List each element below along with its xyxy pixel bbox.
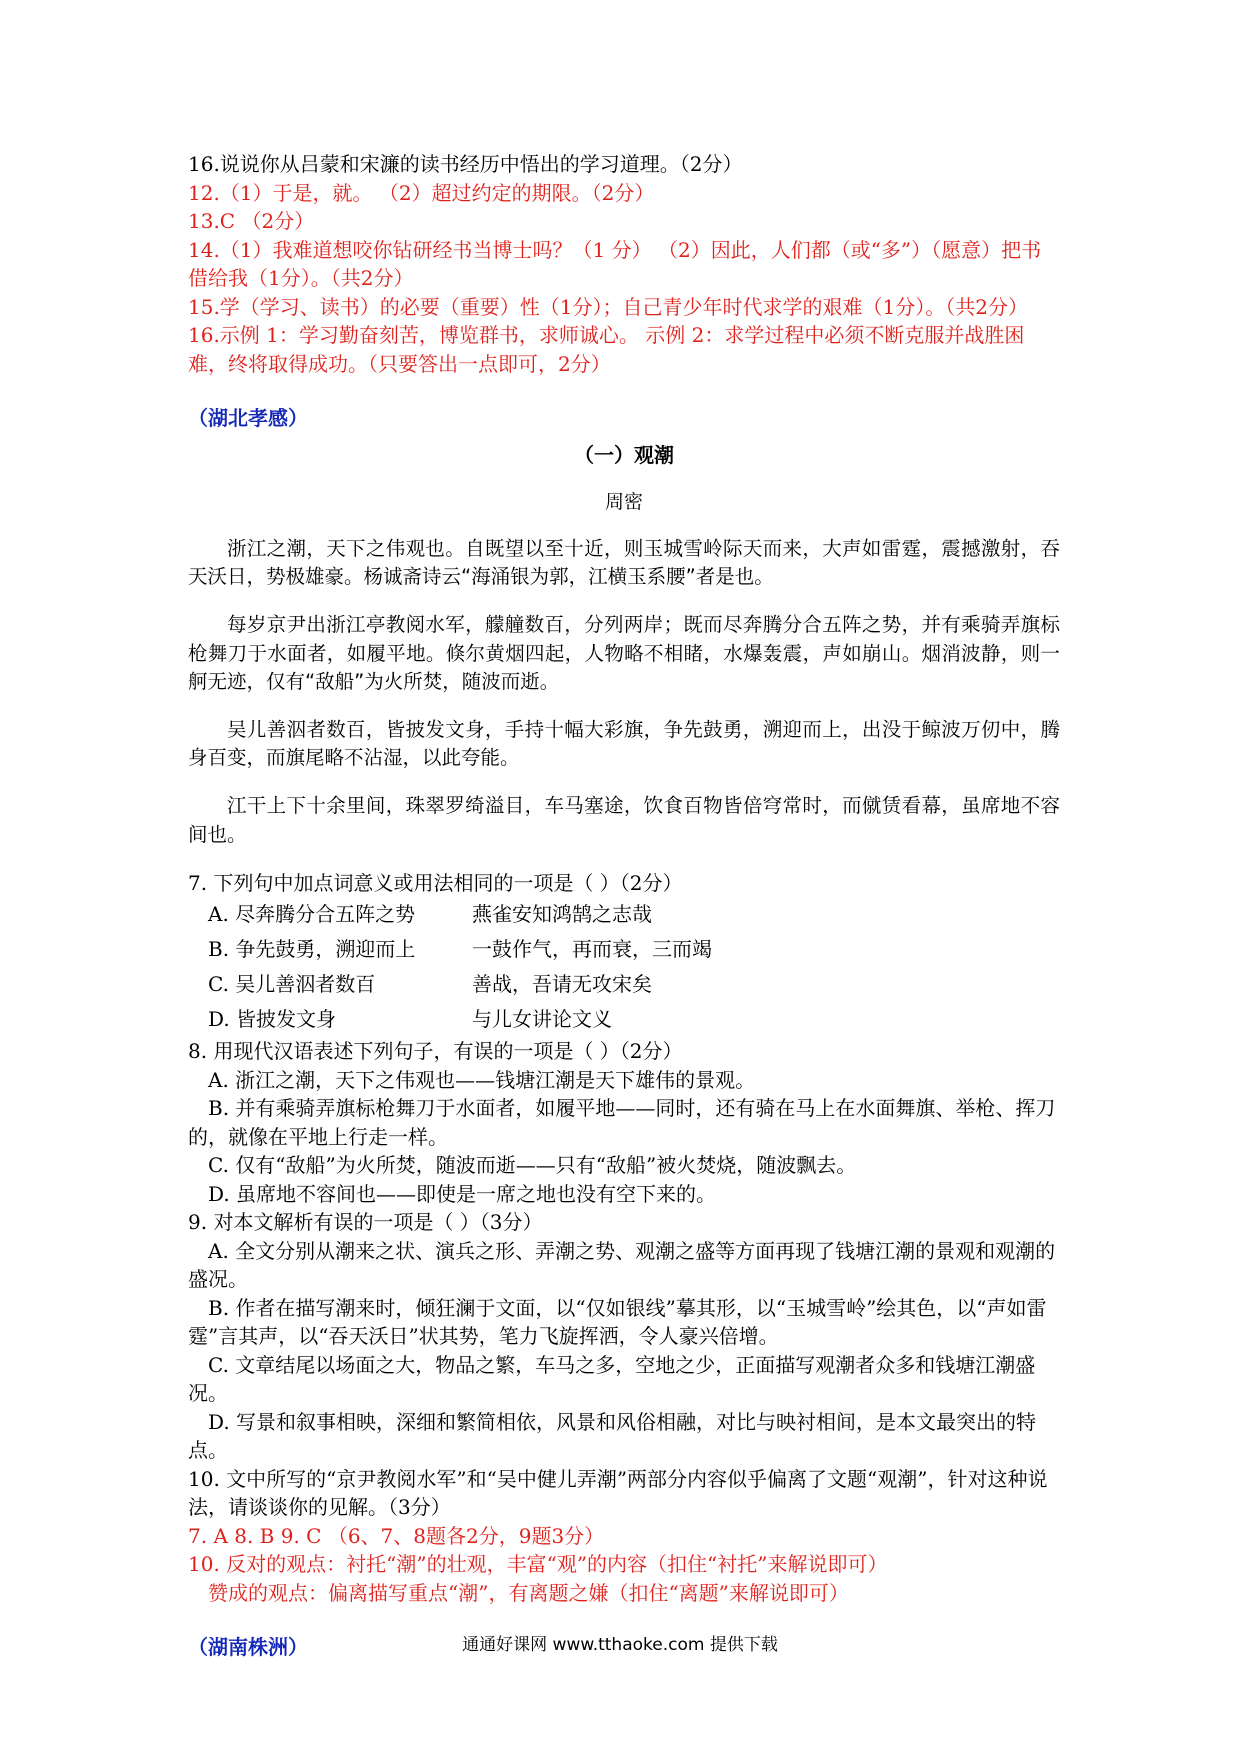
passage-paragraph: 江干上下十余里间，珠翠罗绮溢目，车马塞途，饮食百物皆倍穹常时，而僦赁看幕，虽席地不容间也。 bbox=[188, 794, 1060, 846]
question-8: 8. 用现代汉语表述下列句子，有误的一项是（ ）（2分） bbox=[188, 1039, 683, 1064]
region-label-hunan: （湖南株洲） bbox=[188, 1635, 308, 1660]
footer-credit: 通通好课网 www.tthaoke.com 提供下载 bbox=[462, 1635, 778, 1655]
answer-10-oppose: 10. 反对的观点：衬托“潮”的壮观，丰富“观”的内容（扣住“衬托”来解说即可） bbox=[188, 1552, 888, 1577]
question-9: 9. 对本文解析有误的一项是（ ）（3分） bbox=[188, 1210, 543, 1235]
answer-10-support: 赞成的观点：偏离描写重点“潮”，有离题之嫌（扣住“离题”来解说即可） bbox=[208, 1580, 849, 1605]
q7-option-left: B. 争先鼓勇，溯迎而上 bbox=[208, 937, 416, 962]
question-10: 10. 文中所写的“京尹教阅水军”和“吴中健儿弄潮”两部分内容似乎偏离了文题“观潮”，针对这种说法，请谈谈你的见解。（3分） bbox=[188, 1466, 1048, 1520]
question-16: 16.说说你从吕蒙和宋濂的读书经历中悟出的学习道理。（2分） bbox=[188, 152, 743, 176]
q7-option bbox=[188, 1002, 1060, 1037]
q8-option: C. 仅有“敌船”为火所焚，随波而逝——只有“敌船”被火焚烧，随波飘去。 bbox=[208, 1153, 857, 1178]
q8-option: B. 并有乘骑弄旗标枪舞刀于水面者，如履平地——同时，还有骑在马上在水面舞旗、举枪、挥刀的，就像在平地上行走一样。 bbox=[188, 1096, 1056, 1149]
q8-option: A. 浙江之潮，天下之伟观也——钱塘江潮是天下雄伟的景观。 bbox=[208, 1067, 756, 1092]
q7-option-left: D. 皆披发文身 bbox=[208, 1007, 337, 1032]
q7-option bbox=[188, 967, 1060, 1002]
document-page bbox=[188, 150, 1060, 1662]
q9-option: A. 全文分别从潮来之状、演兵之形、弄潮之势、观潮之盛等方面再现了钱塘江潮的景观和观潮的盛况。 bbox=[188, 1238, 1056, 1292]
q7-option-right: 与儿女讲论文义 bbox=[472, 1007, 612, 1032]
answer-16: 16.示例 1：学习勤奋刻苦，博览群书，求师诚心。 示例 2：求学过程中必须不断克服并战胜困难，终将取得成功。（只要答出一点即可，2分） bbox=[188, 323, 1025, 376]
passage-title: （一）观潮 bbox=[574, 442, 674, 467]
passage-paragraph: 吴儿善泅者数百，皆披发文身，手持十幅大彩旗，争先鼓勇，溯迎而上，出没于鲸波万仞中，腾身百变，而旗尾略不沾湿，以此夸能。 bbox=[188, 718, 1060, 770]
answers-7-9: 7. A 8. B 9. C （6、7、8题各2分，9题3分） bbox=[188, 1523, 605, 1548]
answer-12: 12.（1）于是，就。 （2）超过约定的期限。（2分） bbox=[188, 180, 655, 205]
q8-option: D. 虽席地不容间也——即使是一席之地也没有空下来的。 bbox=[208, 1181, 717, 1206]
q7-option-right: 一鼓作气，再而衰，三而竭 bbox=[472, 937, 712, 962]
passage-author: 周密 bbox=[604, 490, 643, 513]
answer-13: 13.C （2分） bbox=[188, 209, 315, 233]
q9-option: C. 文章结尾以场面之大，物品之繁，车马之多，空地之少，正面描写观潮者众多和钱塘江潮盛况。 bbox=[188, 1352, 1036, 1406]
q7-option-right: 善战，吾请无攻宋矣 bbox=[472, 972, 652, 997]
q9-option: D. 写景和叙事相映，深细和繁简相依，风景和风俗相融，对比与映衬相间，是本文最突出的特点。 bbox=[188, 1409, 1037, 1463]
q7-option bbox=[188, 932, 1060, 967]
region-label-hubei: （湖北孝感） bbox=[188, 406, 308, 430]
answer-15: 15.学（学习、读书）的必要（重要）性（1分）；自己青少年时代求学的艰难（1分）。（共2分） bbox=[188, 294, 1028, 319]
q7-option-left: A. 尽奔腾分合五阵之势 bbox=[208, 902, 416, 927]
q7-option-left: C. 吴儿善泅者数百 bbox=[208, 972, 376, 997]
passage-paragraph: 每岁京尹出浙江亭教阅水军，艨艟数百，分列两岸；既而尽奔腾分合五阵之势，并有乘骑弄旗标枪舞刀于水面者，如履平地。倏尔黄烟四起，人物略不相睹，水爆轰震，声如崩山。烟消波静，则一舸无迹，仅有“敌船”为火所焚，随波而逝。 bbox=[188, 613, 1060, 694]
q7-option-right: 燕雀安知鸿鹄之志哉 bbox=[472, 902, 652, 927]
question-7: 7. 下列句中加点词意义或用法相同的一项是（ ）（2分） bbox=[188, 870, 683, 895]
passage-paragraph: 浙江之潮，天下之伟观也。自既望以至十近，则玉城雪岭际天而来，大声如雷霆，震撼激射，吞天沃日，势极雄豪。杨诚斋诗云“海涌银为郭，江横玉系腰”者是也。 bbox=[188, 537, 1060, 589]
q9-option: B. 作者在描写潮来时，倾狂澜于文面，以“仅如银线”摹其形，以“玉城雪岭”绘其色，以“声如雷霆”言其声，以“吞天沃日”状其势，笔力飞旋挥洒，令人豪兴倍增。 bbox=[188, 1295, 1047, 1349]
answer-14: 14.（1）我难道想咬你钻研经书当博士吗？（1 分） （2）因此，人们都（或“多”）（愿意）把书借给我（1分）。（共2分） bbox=[188, 237, 1042, 290]
q7-option bbox=[188, 897, 1060, 932]
